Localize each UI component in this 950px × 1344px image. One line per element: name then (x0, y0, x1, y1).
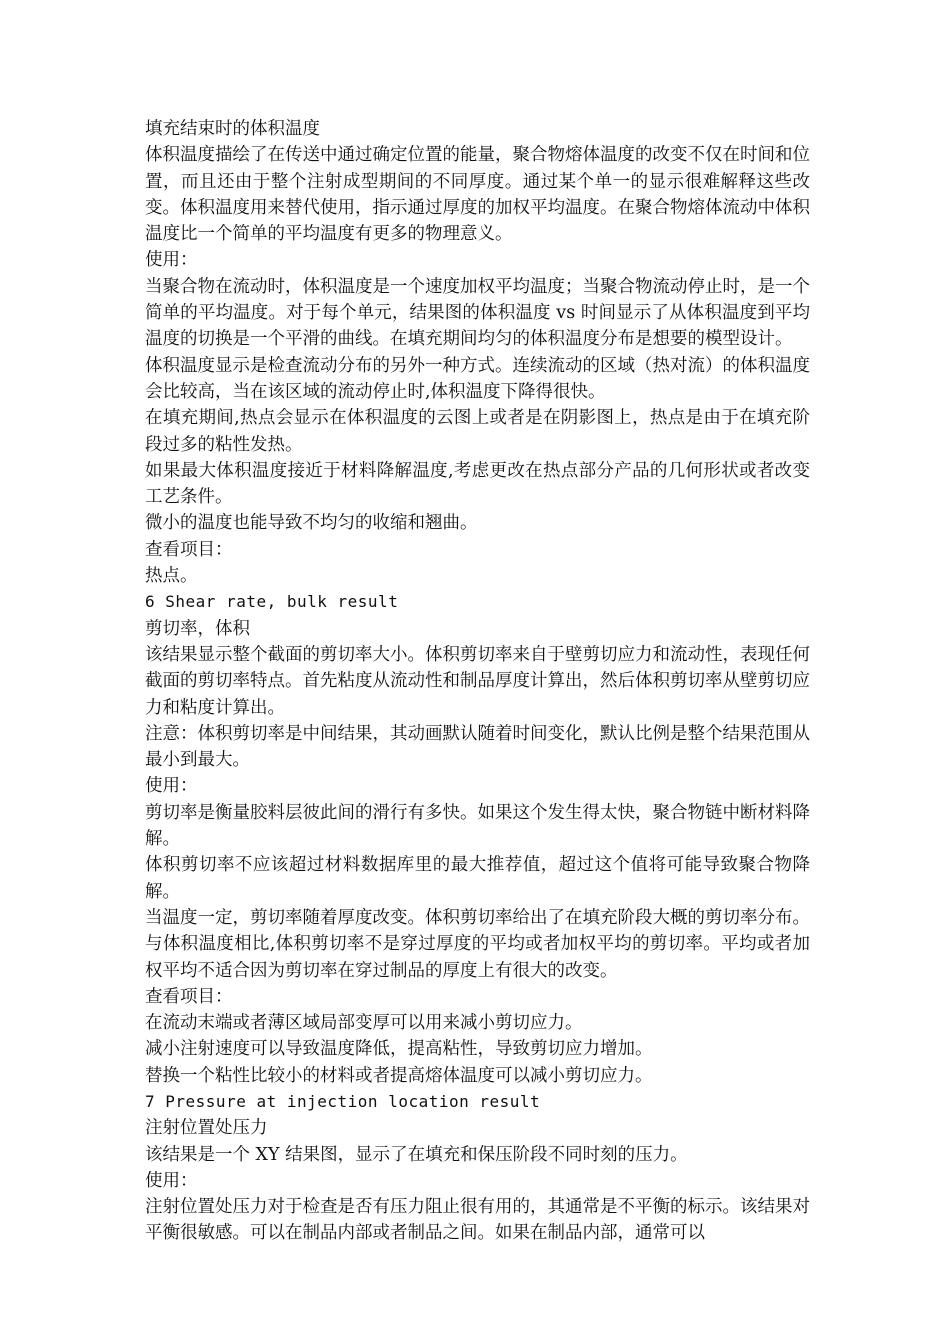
paragraph: 体积温度描绘了在传送中通过确定位置的能量，聚合物熔体温度的改变不仅在时间和位置，而且还由于整个注射成型期间的不同厚度。通过某个单一的显示很难解释这些改变。体积温度用来替代使用，指示通过厚度的加权平均温度。在聚合物熔体流动中体积温度比一个简单的平均温度有更多的物理意义。 (145, 145, 810, 245)
paragraph: 当聚合物在流动时，体积温度是一个速度加权平均温度；当聚合物流动停止时，是一个简单的平均温度。对于每个单元，结果图的体积温度 vs 时间显示了从体积温度到平均温度的切换是一个平滑的曲线。在填充期间均匀的体积温度分布是想要的模型设计。 (145, 276, 810, 350)
section-title: 7 Pressure at injection location result (145, 1091, 541, 1111)
section-title: 6 Shear rate, bulk result (145, 592, 399, 612)
paragraph: 使用： (145, 1170, 198, 1191)
paragraph: 体积剪切率不应该超过材料数据库里的最大推荐值，超过这个值将可能导致聚合物降解。 (145, 855, 810, 902)
paragraph: 该结果是一个 XY 结果图，显示了在填充和保压阶段不同时刻的压力。 (145, 1144, 688, 1165)
paragraph: 注射位置处压力 (145, 1118, 268, 1139)
paragraph: 在流动末端或者薄区域局部变厚可以用来减小剪切应力。 (145, 1013, 583, 1034)
paragraph: 使用： (145, 250, 198, 271)
paragraph: 查看项目： (145, 539, 233, 560)
paragraph: 当温度一定，剪切率随着厚度改变。体积剪切率给出了在填充阶段大概的剪切率分布。与体积温度相比,体积剪切率不是穿过厚度的平均或者加权平均的剪切率。平均或者加权平均不适合因为剪切率在穿过制品的厚度上有很大的改变。 (145, 907, 810, 981)
paragraph: 如果最大体积温度接近于材料降解温度,考虑更改在热点部分产品的几何形状或者改变工艺条件。 (145, 460, 810, 508)
paragraph: 替换一个粘性比较小的材料或者提高熔体温度可以减小剪切应力。 (145, 1065, 653, 1086)
paragraph: 使用： (145, 776, 198, 797)
paragraph: 剪切率，体积 (145, 618, 250, 639)
paragraph: 热点。 (145, 566, 198, 587)
document-page (145, 116, 810, 1247)
paragraph: 减小注射速度可以导致温度降低，提高粘性，导致剪切应力增加。 (145, 1039, 653, 1060)
paragraph: 微小的温度也能导致不均匀的收缩和翘曲。 (145, 513, 478, 534)
paragraph: 在填充期间,热点会显示在体积温度的云图上或者是在阴影图上，热点是由于在填充阶段过多的粘性发热。 (145, 408, 810, 455)
page-heading: 填充结束时的体积温度 (145, 119, 320, 139)
paragraph: 注射位置处压力对于检查是否有压力阻止很有用的，其通常是不平衡的标示。该结果对平衡很敏感。可以在制品内部或者制品之间。如果在制品内部，通常可以 (145, 1197, 810, 1244)
paragraph: 剪切率是衡量胶料层彼此间的滑行有多快。如果这个发生得太快，聚合物链中断材料降解。 (145, 802, 810, 850)
paragraph: 该结果显示整个截面的剪切率大小。体积剪切率来自于壁剪切应力和流动性，表现任何截面的剪切率特点。首先粘度从流动性和制品厚度计算出，然后体积剪切率从壁剪切应力和粘度计算出。 (145, 644, 810, 718)
paragraph: 查看项目： (145, 986, 233, 1007)
paragraph: 注意：体积剪切率是中间结果，其动画默认随着时间变化，默认比例是整个结果范围从最小到最大。 (145, 723, 810, 771)
paragraph: 体积温度显示是检查流动分布的另外一种方式。连续流动的区域（热对流）的体积温度会比较高，当在该区域的流动停止时,体积温度下降得很快。 (145, 355, 810, 402)
